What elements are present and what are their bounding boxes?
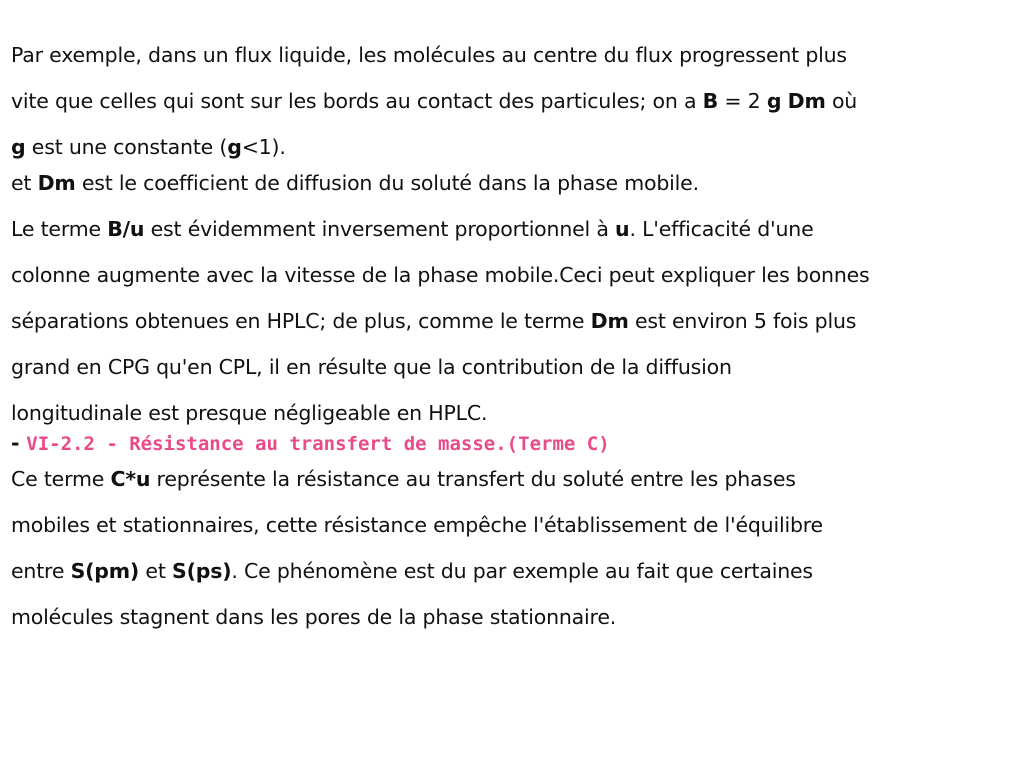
text-span: et	[11, 171, 38, 195]
paragraph-line-7	[11, 306, 1011, 352]
text-span: entre	[11, 559, 71, 583]
text-span: Ce terme	[11, 467, 111, 491]
paragraph-line-3	[11, 132, 1011, 168]
paragraph-line-8	[11, 352, 1011, 398]
term-g: g	[11, 135, 26, 159]
term-b-over-u: B/u	[107, 217, 145, 241]
text-span: est le coefficient de diffusion du soluté dans la phase mobile.	[75, 171, 699, 195]
section-heading	[11, 428, 1011, 464]
text-span: où	[825, 89, 858, 113]
paragraph-line-9	[11, 398, 1011, 428]
term-dm: Dm	[787, 89, 826, 113]
paragraph-line-2	[11, 86, 1011, 132]
text-span: représente la résistance au transfert du soluté entre les phases	[150, 467, 796, 491]
text-span: est environ 5 fois plus	[628, 309, 857, 333]
term-s-ps: S(ps)	[172, 559, 232, 583]
text-span: mobiles et stationnaires, cette résistance empêche l'établissement de l'équilibre	[11, 513, 823, 537]
heading-bullet: -	[11, 431, 27, 455]
paragraph-line-1	[11, 40, 1011, 86]
text-span: est évidemment inversement proportionnel à	[144, 217, 616, 241]
paragraph-line-14	[11, 602, 1011, 648]
paragraph-line-4	[11, 168, 1011, 214]
text-span: est une constante (	[25, 135, 228, 159]
paragraph-line-5	[11, 214, 1011, 260]
term-u: u	[615, 217, 630, 241]
text-span: = 2	[718, 89, 767, 113]
term-dm: Dm	[37, 171, 76, 195]
paragraph-line-12	[11, 510, 1011, 556]
text-span: Le terme	[11, 217, 108, 241]
paragraph-line-6	[11, 260, 1011, 306]
text-span: molécules stagnent dans les pores de la phase stationnaire.	[11, 605, 617, 629]
section-heading-text: VI-2.2 - Résistance au transfert de masse.(Terme C)	[26, 433, 610, 455]
paragraph-line-11	[11, 464, 1011, 510]
term-c-u: C*u	[110, 467, 151, 491]
text-span: <1).	[241, 135, 286, 159]
term-dm: Dm	[590, 309, 629, 333]
term-g: g	[766, 89, 782, 113]
term-b: B	[702, 89, 719, 113]
document-body	[11, 40, 1011, 648]
text-span: vite que celles qui sont sur les bords au contact des particules; on a	[11, 89, 703, 113]
text-span: séparations obtenues en HPLC; de plus, comme le terme	[11, 309, 591, 333]
text-span: et	[139, 559, 172, 583]
text-span: longitudinale est presque négligeable en HPLC.	[11, 401, 488, 425]
term-g: g	[227, 135, 242, 159]
text-span: . L'efficacité d'une	[629, 217, 814, 241]
text-span: . Ce phénomène est du par exemple au fait que certaines	[231, 559, 813, 583]
paragraph-line-13	[11, 556, 1011, 602]
text-span: grand en CPG qu'en CPL, il en résulte que la contribution de la diffusion	[11, 355, 732, 379]
text-span: Par exemple, dans un flux liquide, les molécules au centre du flux progressent plus	[11, 43, 847, 67]
term-s-pm: S(pm)	[70, 559, 140, 583]
text-span: colonne augmente avec la vitesse de la phase mobile.Ceci peut expliquer les bonnes	[11, 263, 870, 287]
